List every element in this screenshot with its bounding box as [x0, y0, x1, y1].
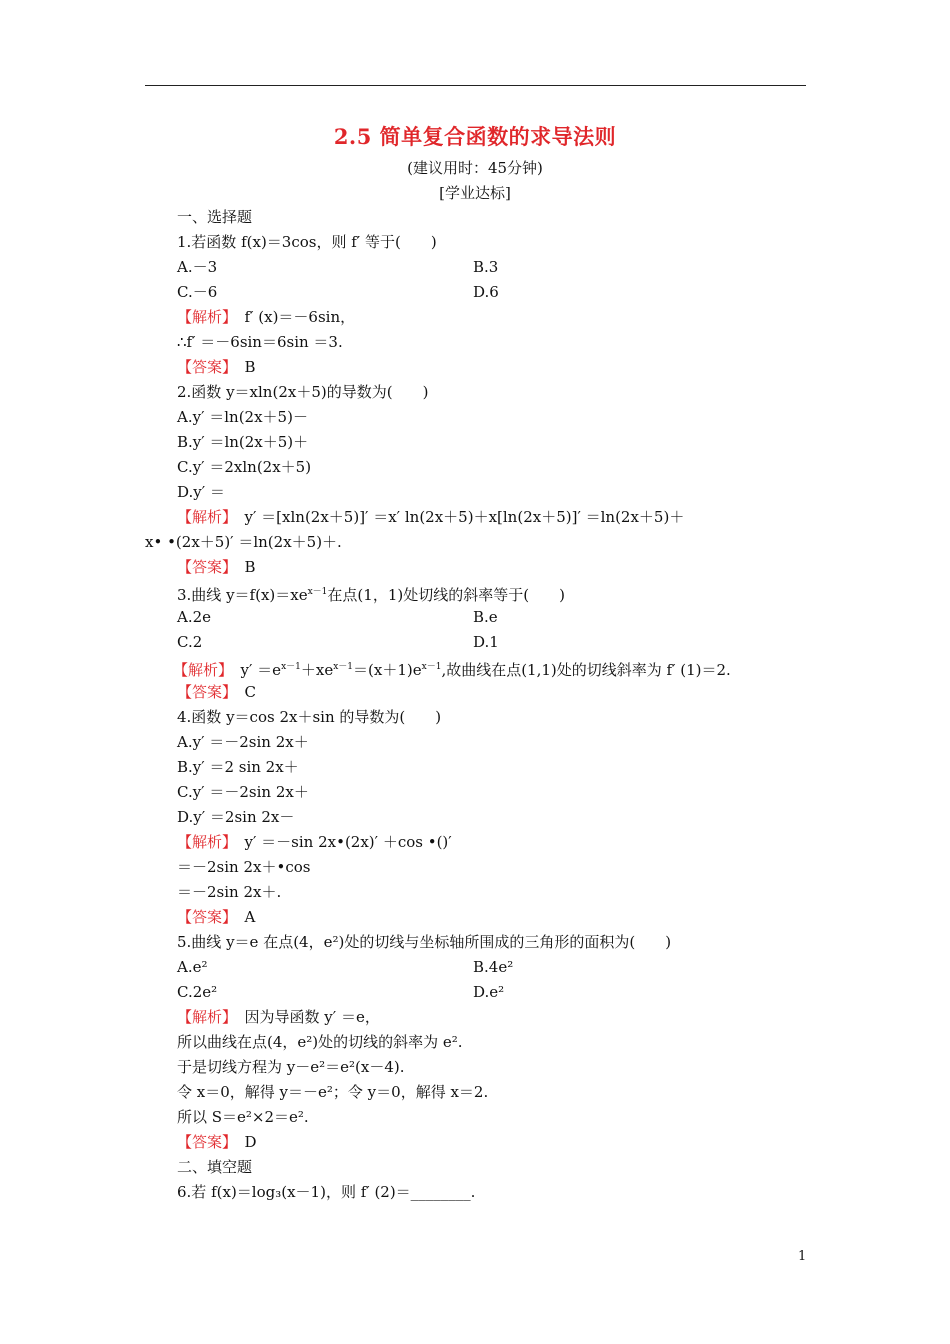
solution-tag: 【解析】: [177, 1008, 230, 1026]
solution-tag: 【解析】: [177, 833, 230, 851]
answer-tag: 【答案】: [177, 683, 230, 701]
q2-option-b: B.y′ ＝ln(2x＋5)＋: [177, 433, 309, 451]
q5-option-c: C.2e²: [177, 983, 218, 1001]
q4-answer: A: [244, 908, 256, 926]
q3-solution-1: $y' =e^{x-1}+xe^{x-1}=(x+1)e^{x-1}$,故曲线在点(1,1)处的切线斜率为 f′ (1)＝2.: [240, 661, 731, 679]
q5-solution-3: 于是切线方程为 y－e²＝e²(x－4).: [177, 1058, 405, 1076]
section-heading-fill: 二、填空题: [177, 1158, 253, 1176]
q3-stem: 3.曲线 $y=f(x)=xe^{x-1}$在点(1，1)处切线的斜率等于( ): [177, 586, 565, 604]
page-number: 1: [798, 1249, 807, 1264]
q4-solution-1: y′ ＝－sin 2x•(2x)′ ＋cos •()′: [244, 833, 452, 851]
q2-option-a: A.y′ ＝ln(2x＋5)－: [177, 408, 308, 426]
q2-option-c: C.y′ ＝2xln(2x＋5): [177, 458, 312, 476]
q2-answer-line: [177, 557, 256, 577]
q5-stem: 5.曲线 y＝e 在点(4，e²)处的切线与坐标轴所围成的三角形的面积为( ): [177, 933, 672, 951]
q3-option-c: C.2: [177, 633, 203, 651]
q5-solution-line: [177, 1007, 380, 1027]
q5-option-a: A.e²: [177, 958, 208, 976]
solution-tag: 【解析】: [177, 308, 230, 326]
q4-solution-3: ＝－2sin 2x＋.: [177, 883, 282, 901]
answer-tag: 【答案】: [177, 1133, 230, 1151]
q1-option-b: B.3: [473, 258, 499, 276]
answer-tag: 【答案】: [177, 908, 230, 926]
q4-option-d: D.y′ ＝2sin 2x－: [177, 808, 295, 826]
q6-stem: 6.若 f(x)＝log₃(x－1)，则 f′ (2)＝________.: [177, 1183, 476, 1201]
q4-stem: 4.函数 y＝cos 2x＋sin 的导数为( ): [177, 708, 442, 726]
q4-solution-line: [177, 832, 452, 852]
q5-solution-4: 令 x＝0，解得 y＝－e²；令 y＝0，解得 x＝2.: [177, 1083, 489, 1101]
q5-solution-2: 所以曲线在点(4，e²)处的切线的斜率为 e².: [177, 1033, 463, 1051]
q4-answer-line: [177, 907, 255, 927]
answer-tag: 【答案】: [177, 558, 230, 576]
q3-answer-line: [177, 682, 256, 702]
q1-solution-1: f′ (x)＝－6sin，: [244, 308, 356, 326]
q1-option-d: D.6: [473, 283, 499, 301]
q3-option-d: D.1: [473, 633, 499, 651]
q4-option-a: A.y′ ＝－2sin 2x＋: [177, 733, 309, 751]
header-rule: [145, 85, 806, 86]
q2-answer: B: [244, 558, 256, 576]
section-heading-choice: 一、选择题: [177, 208, 253, 226]
q3-answer: C: [244, 683, 257, 701]
level-label: [学业达标]: [439, 184, 511, 202]
q3-solution-line: [173, 657, 731, 680]
q5-option-b: B.4e²: [473, 958, 514, 976]
q4-option-b: B.y′ ＝2 sin 2x＋: [177, 758, 299, 776]
q1-stem: 1.若函数 f(x)＝3cos，则 f′ 等于( ): [177, 233, 437, 251]
page-title: 2.5 简单复合函数的求导法则: [333, 124, 617, 149]
q5-solution-5: 所以 S＝e²×2＝e².: [177, 1108, 309, 1126]
q2-solution-2: x• •(2x＋5)′ ＝ln(2x＋5)＋.: [145, 533, 342, 551]
q3-option-b: B.e: [473, 608, 498, 626]
q2-solution-1: y′ ＝[xln(2x＋5)]′ ＝x′ ln(2x＋5)＋x[ln(2x＋5)]′ ＝ln(2x＋5)＋: [244, 508, 685, 526]
q1-solution-2: ∴f′ ＝－6sin＝6sin ＝3.: [177, 333, 343, 351]
q5-answer-line: [177, 1132, 257, 1152]
q2-option-d: D.y′ ＝: [177, 483, 225, 501]
q1-option-c: C.－6: [177, 283, 218, 301]
q1-solution-line: [177, 307, 355, 327]
q1-answer: B: [244, 358, 256, 376]
answer-tag: 【答案】: [177, 358, 230, 376]
q5-answer: D: [244, 1133, 257, 1151]
q5-solution-1: 因为导函数 y′ ＝e，: [244, 1008, 380, 1026]
solution-tag: 【解析】: [173, 661, 226, 679]
q1-answer-line: [177, 357, 256, 377]
q2-solution-line: [177, 507, 684, 527]
q1-option-a: A.－3: [177, 258, 218, 276]
q4-option-c: C.y′ ＝－2sin 2x＋: [177, 783, 309, 801]
time-note: (建议用时：45分钟): [407, 159, 543, 177]
q2-stem: 2.函数 y＝xln(2x＋5)的导数为( ): [177, 383, 429, 401]
q3-option-a: A.2e: [177, 608, 212, 626]
q4-solution-2: ＝－2sin 2x＋•cos: [177, 858, 311, 876]
q5-option-d: D.e²: [473, 983, 505, 1001]
solution-tag: 【解析】: [177, 508, 230, 526]
